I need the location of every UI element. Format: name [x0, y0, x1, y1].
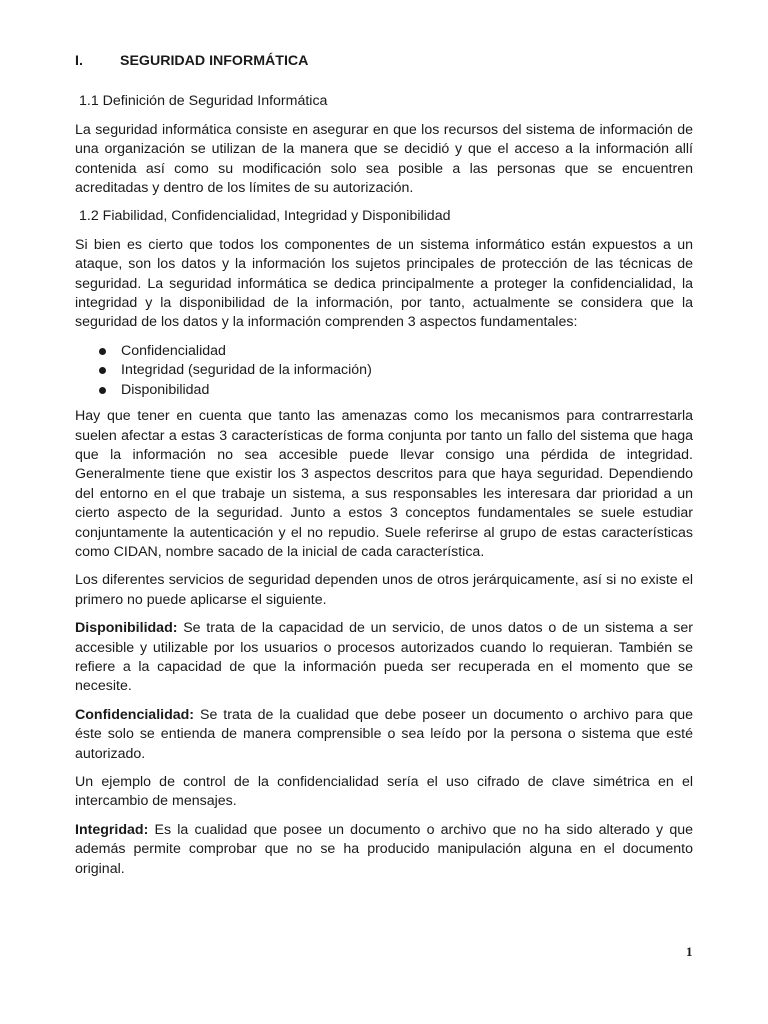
example-paragraph: Un ejemplo de control de la confidencialidad sería el uso cifrado de clave simétrica en el intercambio de mensajes.: [75, 774, 693, 810]
services-paragraph: Los diferentes servicios de seguridad dependen unos de otros jerárquicamente, así si no existe el primero no puede aplicarse el siguiente.: [75, 572, 693, 608]
document-page: [75, 52, 693, 888]
integrity-text: Es la cualidad que posee un documento o archivo que no ha sido alterado y que además permite comprobar que no se ha producido manipulación alguna en el documento original.: [75, 821, 693, 877]
availability-term: Disponibilidad:: [75, 620, 178, 637]
aspects-list: [75, 342, 693, 400]
chapter-heading: [75, 52, 693, 71]
availability-text: Se trata de la capacidad de un servicio, de unos datos o de un sistema a ser accesible y utilizable por los usuarios o procesos autorizados cuando lo requieran. También se refiere a la capacidad de que la información pueda ser recuperada en el momento que se necesite.: [75, 620, 693, 695]
section-1-1-title: 1.1 Definición de Seguridad Informática: [79, 93, 328, 110]
bullet-icon: [99, 348, 106, 355]
list-item-label: Integridad (seguridad de la información): [121, 362, 372, 379]
threats-paragraph: Hay que tener en cuenta que tanto las amenazas como los mecanismos para contrarrestarla suelen afectar a estas 3 características de forma conjunta por tanto un fallo del sistema que haga que la información no sea accesible puede llevar consigo una pérdida de integridad. Generalmente tiene que existir los 3 aspectos descritos para que haya seguridad. Dependiendo del entorno en el que trabaje un sistema, a sus responsables les interesara dar prioridad a un cierto aspecto de la seguridad. Junto a estos 3 conceptos fundamentales se suele estudiar conjuntamente la autenticación y el no repudio. Suele referirse al grupo de estas características como CIDAN, nombre sacado de la inicial de cada característica.: [75, 408, 693, 560]
bullet-icon: [99, 387, 106, 394]
confidentiality-term: Confidencialidad:: [75, 706, 195, 723]
bullet-icon: [99, 367, 106, 374]
list-item: [75, 381, 693, 400]
section-1-2-title: 1.2 Fiabilidad, Confidencialidad, Integridad y Disponibilidad: [79, 208, 451, 225]
definition-paragraph: La seguridad informática consiste en asegurar en que los recursos del sistema de información de una organización se utilizan de la manera que se decidió y que el acceso a la información allí contenida así como su modificación solo sea posible a las personas que se encuentren acreditadas y dentro de los límites de su autorización.: [75, 121, 693, 197]
intro-paragraph: Si bien es cierto que todos los componentes de un sistema informático están expuestos a un ataque, son los datos y la información los sujetos principales de protección de las técnicas de seguridad. La seguridad informática se dedica principalmente a proteger la confidencialidad, la integridad y la disponibilidad de la información, por tanto, actualmente se considera que la seguridad de los datos y la información comprenden 3 aspectos fundamentales:: [75, 236, 693, 331]
confidentiality-text: Se trata de la cualidad que debe poseer un documento o archivo para que éste solo se entienda de manera comprensible o sea leído por la persona o sistema que esté autorizado.: [75, 706, 693, 762]
list-item-label: Confidencialidad: [121, 342, 226, 359]
confidentiality-paragraph: [75, 706, 693, 764]
integrity-paragraph: [75, 821, 693, 879]
list-item: [75, 361, 693, 380]
page-number: 1: [686, 944, 693, 959]
list-item-label: Disponibilidad: [121, 381, 210, 398]
chapter-title: SEGURIDAD INFORMÁTICA: [120, 53, 309, 69]
availability-paragraph: [75, 619, 693, 697]
list-item: [75, 342, 693, 361]
chapter-number: I.: [75, 53, 83, 69]
integrity-term: Integridad:: [75, 821, 149, 838]
